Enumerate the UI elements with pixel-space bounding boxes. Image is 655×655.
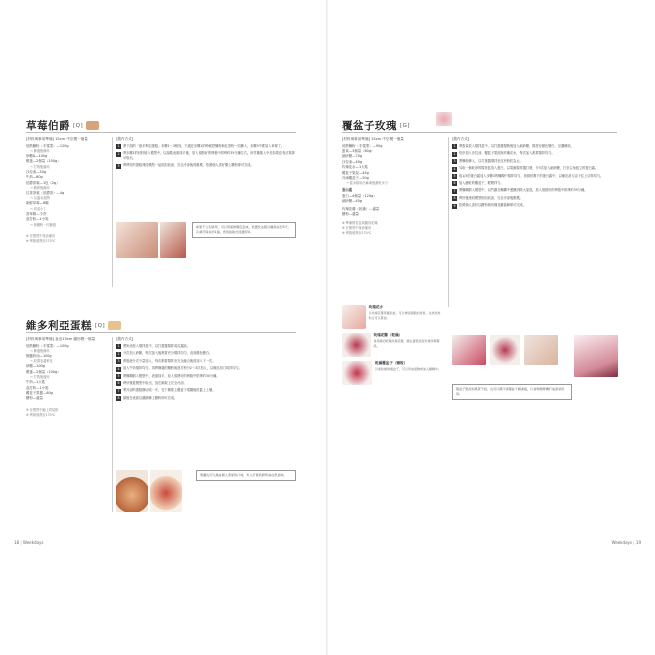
step-photo-7 <box>524 335 558 365</box>
ingredient-note: → 切成小丁 <box>30 206 47 211</box>
ingredient-item: 牛奶—60g <box>26 175 43 180</box>
recipe-title-text: 覆盆子玫瑰 <box>342 120 397 132</box>
step-item <box>452 203 617 208</box>
step-item <box>116 374 296 379</box>
step-item <box>452 174 617 179</box>
ingredient-note: → 放置室溫軟化 <box>30 359 53 364</box>
ingredient-item: 紅茶茶葉（伯爵茶）—4g <box>26 190 65 195</box>
page-footer-right: Weekdays | 19 <box>611 540 641 545</box>
steps-header: [製作方式] <box>452 137 470 141</box>
step-item <box>452 181 617 186</box>
step-number-badge: 3 <box>117 359 120 364</box>
rose-cake-thumbnail-icon <box>436 112 452 126</box>
spotlight-desc: 以玫瑰花瓣蒸餾而成，可以增添甜點的香氣。在烘焙材料行可以買到。 <box>368 311 441 320</box>
step-text: 依照個人喜好以糖粉與玫瑰花瓣裝飾即可完成。 <box>459 203 526 208</box>
ingredient-item: 新鮮草莓—6顆 <box>26 201 49 206</box>
step-number-badge: 5 <box>117 373 120 378</box>
step-text: 另取一個乾淨的攪拌盆放入蛋白，以電動攪拌器打發，分3次加入細砂糖，打至尖角挺立的蛋白霜。 <box>459 166 599 171</box>
step-item <box>452 196 617 201</box>
title-divider <box>26 132 296 133</box>
ingredient-item: 蛋黃—3個量（60g） <box>342 148 375 153</box>
ingredient-item: 覆盆子果泥—45g <box>342 170 369 175</box>
cake-thumbnail-icon <box>108 321 121 330</box>
ingredient-item: 泡打粉—1小匙 <box>26 385 49 390</box>
spotlight-desc: 冷凍乾燥的覆盆子，可以用來裝飾或加入麵糊中。 <box>375 367 442 371</box>
step-text: 分次加入砂糖，每次加入後都要充分攪拌均勻，直到顏色變白。 <box>123 351 213 356</box>
step-item <box>452 144 617 149</box>
ingredient-note: → 與麵粉一同篩過 <box>30 222 56 227</box>
step-text: 將麵糊倒入模型中，以竹籤在麵糊中畫圈消除大氣泡，放入預熱好的烤箱中烘烤約35分鐘。 <box>459 188 588 193</box>
prep-note: ※ 在模型中抹油備用 <box>342 226 372 231</box>
step-text: 將蛋黃放入攪拌盆中，以打蛋器攪散後加入細砂糖，攪拌至顏色變白、呈濃稠狀。 <box>459 144 574 148</box>
tip-text: 果醬也可以換成個人喜愛的口味，夾入打發的鮮奶油也很美味。 <box>200 473 287 477</box>
step-number-badge: 7 <box>117 388 120 393</box>
step-text: 將蛋液分次少量加入，每次都要攪拌至完全融合後再加入下一次。 <box>123 358 216 363</box>
step-photo-5 <box>452 335 486 365</box>
ingredient-item: 砂糖A—105g <box>26 153 48 158</box>
step-text: 將冷卻的蛋糕橫切成一半，在下層塗上覆盆子果醬後再蓋上上層。 <box>123 388 216 393</box>
step-item <box>116 359 296 364</box>
ingredient-item: 冷凍覆盆子—50g <box>342 175 369 180</box>
step-photo-4 <box>150 470 182 512</box>
ingredient-note: → 磨碎後備用 <box>30 185 50 190</box>
prep-note: ※ 在模型中鋪上烘焙紙 <box>26 407 59 412</box>
ingredient-item: 細砂糖—70g <box>342 154 363 159</box>
right-page <box>328 0 655 655</box>
step-number-badge: 7 <box>453 188 456 193</box>
ingredient-item: 低筋麵粉（手揉型）—100g <box>26 343 69 348</box>
recipe-title-victoria-cake <box>26 318 121 333</box>
recipe-title-raspberry-rose <box>342 118 410 133</box>
step-number-badge: 9 <box>453 203 456 208</box>
step-text: 將步驟1的材料倒入模型中，以湯匙表面抹平後，放入預熱好的烤箱中烘烤約35分鐘左右。用竹籤插入中央如果沒有沾黏即可取出。 <box>123 151 295 161</box>
step-item <box>116 163 296 168</box>
ingredient-spotlight <box>342 305 442 389</box>
tip-text: 如果不立刻享用，可以用保鮮膜包起來，放置於冰箱冷藏保存約3天；冷凍可保存約1週。食用前取出回溫即可。 <box>196 225 291 234</box>
ingredient-item: 玫瑰花水—1大匙 <box>342 165 368 170</box>
step-text: 加入牛奶攪拌均勻，再將篩過的麵粉與泡打粉分2～3次加入，以橡皮刮刀切拌均勻。 <box>123 366 242 371</box>
ingredient-item: 泡打粉—1小匙 <box>26 217 49 222</box>
tip-box-1 <box>192 222 296 238</box>
steps-header: [製作方式] <box>116 337 134 341</box>
ingredient-item: 覆盆子果醬—60g <box>26 390 53 395</box>
title-divider <box>342 132 617 133</box>
spotlight-photo <box>342 361 372 385</box>
spotlight-photo <box>342 333 371 357</box>
ingredient-item: 蛋白—4個量（120g） <box>342 193 377 198</box>
step-text: 烤好後連同模型倒扣放涼，完全冷卻後脫模。 <box>459 195 523 200</box>
step-number-badge: 3 <box>453 159 456 164</box>
steps-header: [製作方式] <box>116 137 134 141</box>
step-number-badge: 1 <box>117 344 120 349</box>
left-page <box>0 0 327 655</box>
step-text: 最後在表面以濾網篩上糖粉即可完成。 <box>123 395 178 400</box>
step-item <box>116 366 296 371</box>
step-item <box>116 151 296 161</box>
prep-note: ※ 準備擠花袋與圓形花嘴 <box>342 221 378 226</box>
ingredients-header: [材料與事前準備] 15cm 中空模一個量 <box>342 137 404 141</box>
ingredient-note: → 以溫水泡開 <box>30 196 50 201</box>
ingredient-item: 低筋麵粉（手揉型）—120g <box>26 143 69 148</box>
prep-note: ※ 烤箱預熱至170℃ <box>26 412 56 417</box>
prep-note: ※ 在模型中抹油備用 <box>26 233 56 238</box>
page-number: 19 <box>635 540 641 545</box>
step-text: 將麵粉篩入，以打蛋器攪拌至沒有粉粒為止。 <box>459 158 523 163</box>
step-number-badge: 5 <box>453 173 456 178</box>
ingredient-item: 沙拉油—50g <box>26 169 47 174</box>
column-separator <box>448 137 449 307</box>
page-number: 18 <box>14 540 20 545</box>
ingredients-header: [材料與事前準備] 15cm 中空模一個量 <box>26 137 88 141</box>
step-item <box>452 159 617 164</box>
step-text: 依序加入沙拉油、覆盆子果泥與玫瑰花水，每次加入都要攪拌均勻。 <box>459 151 555 156</box>
step-number-badge: 8 <box>453 196 456 201</box>
spotlight-item <box>342 361 442 385</box>
spotlight-item <box>342 333 442 357</box>
running-head: Weekdays <box>23 540 44 545</box>
step-number-badge: 6 <box>117 381 120 386</box>
step-number-badge: 3 <box>117 163 120 168</box>
step-item <box>116 144 296 149</box>
steps-block-1 <box>116 137 296 171</box>
recipe-tag: [Q] <box>73 122 84 129</box>
ingredients-block-3 <box>342 137 442 236</box>
prep-note: ※ 烤箱預熱至170℃ <box>342 231 372 236</box>
step-text: 將奶油放入攪拌盆中，以打蛋器攪拌成乳霜狀。 <box>123 344 190 348</box>
finished-cake-photo <box>574 335 618 377</box>
running-head: Weekdays <box>611 540 632 545</box>
ingredient-item: 細砂糖—40g <box>342 199 363 204</box>
title-divider <box>26 332 296 333</box>
step-number-badge: 4 <box>453 166 456 171</box>
ingredient-note: → 篩過後備用 <box>30 148 50 153</box>
column-separator <box>112 337 113 512</box>
spotlight-text <box>375 361 441 372</box>
step-number-badge: 6 <box>453 181 456 186</box>
step-item <box>116 381 296 386</box>
step-item <box>116 344 296 349</box>
step-number-badge: 4 <box>117 366 120 371</box>
step-number-badge: 1 <box>453 144 456 149</box>
ingredient-item: 糖粉—適量 <box>342 211 359 216</box>
ingredient-item: 低筋麵粉（手揉型）—90g <box>342 143 383 148</box>
page-footer-left: 18 | Weekdays <box>14 540 44 545</box>
steps-block-3 <box>452 137 617 211</box>
ingredient-item: 無鹽奶油—100g <box>26 353 52 358</box>
recipe-tag: [G] <box>400 122 411 129</box>
step-photo-6 <box>490 335 520 365</box>
prep-note: ※ 烤箱預熱至170℃ <box>26 238 56 243</box>
ingredient-item: 沙拉油—40g <box>342 159 363 164</box>
recipe-title-text: 維多利亞蛋糕 <box>26 320 92 332</box>
spotlight-name: 玫瑰花瓣（乾燥） <box>373 333 403 337</box>
tip-text: 覆盆子果泥如果買不到，也可以將冷凍覆盆子解凍後，以食物調理機打成泥狀使用。 <box>456 387 565 396</box>
step-item <box>116 396 296 401</box>
spotlight-item <box>342 305 442 329</box>
step-number-badge: 2 <box>453 151 456 156</box>
step-photo-1 <box>116 222 158 258</box>
ingredient-item: 牛奶—1大匙 <box>26 380 46 385</box>
meringue-header: 蛋白霜 <box>342 188 353 193</box>
step-item <box>452 151 617 156</box>
ingredients-block-1 <box>26 137 106 244</box>
step-photo-2 <box>160 222 186 258</box>
recipe-tag: [Q] <box>95 322 106 329</box>
ingredient-item: 雞蛋—2個量（100g） <box>26 369 61 374</box>
spotlight-name: 玫瑰花水 <box>368 305 384 309</box>
step-item <box>452 188 617 193</box>
spotlight-text <box>374 333 442 348</box>
ingredients-block-2 <box>26 337 106 418</box>
spotlight-photo <box>342 305 366 329</box>
ingredient-item: 伯爵茶葉—1包（2g） <box>26 180 60 185</box>
ingredient-note: → 從冰箱取出解凍後瀝乾水分 <box>346 181 388 186</box>
column-separator <box>112 137 113 287</box>
step-text: 將下面的「維多利亞蛋糕」步驟1～3相同，不過在步驟1的時候把麵粉與紅茶粉一同篩入，步驟3中要加入草莓丁。 <box>123 144 285 148</box>
step-text: 取1/3的蛋白霜加入步驟3的麵糊中攪拌均勻，再倒回剩下的蛋白霜中，以橡皮刮刀由下往上切拌均勻。 <box>459 173 604 178</box>
tip-box-3 <box>452 384 572 400</box>
ingredient-note: → 打散後備用 <box>30 375 50 380</box>
step-number-badge: 8 <box>117 396 120 401</box>
ingredients-header: [材料與事前準備] 直徑15cm 圓形模一個量 <box>26 337 96 341</box>
spotlight-name: 乾燥覆盆子（顆粒） <box>375 361 408 365</box>
step-number-badge: 2 <box>117 351 120 356</box>
recipe-title-strawberry-earl <box>26 118 99 133</box>
step-item <box>452 166 617 171</box>
process-photos <box>452 335 558 365</box>
spotlight-desc: 食用級的乾燥玫瑰花瓣，撒在蛋糕表面可增添華麗感。 <box>373 339 440 348</box>
step-text: 加入瀝乾的覆盆子，輕輕拌勻。 <box>459 180 504 185</box>
step-number-badge: 1 <box>117 144 120 149</box>
step-photo-3 <box>116 470 148 512</box>
spotlight-text <box>369 305 442 320</box>
ingredient-note: → 篩過後備用 <box>30 348 50 353</box>
step-item <box>116 388 296 393</box>
step-item <box>116 351 296 356</box>
step-text: 將麵糊倒入模型中，表面抹平，放入預熱好的烤箱中烘烤約30分鐘。 <box>123 373 220 378</box>
ingredient-item: 砂糖—100g <box>26 364 45 369</box>
recipe-title-text: 草莓伯爵 <box>26 120 70 132</box>
step-number-badge: 2 <box>117 151 120 156</box>
ingredient-note: → 打散後備用 <box>30 164 50 169</box>
ingredient-item: 糖粉—適量 <box>26 396 43 401</box>
steps-block-2 <box>116 337 296 403</box>
cake-thumbnail-icon <box>86 121 99 130</box>
ingredient-item: 雞蛋—2個量（100g） <box>26 159 61 164</box>
ingredient-item: 香草精—少許 <box>26 211 47 216</box>
tip-box-2 <box>196 470 296 481</box>
ingredient-item: 玫瑰花瓣（乾燥）—適量 <box>342 206 380 211</box>
step-text: 將烤好的蛋糕連同模型一起倒扣放涼，完全冷卻後再脫模，依照個人喜好撒上糖粉即可完成。 <box>123 163 254 168</box>
step-text: 烤好後從模型中取出，放在網架上完全冷卻。 <box>123 380 187 385</box>
